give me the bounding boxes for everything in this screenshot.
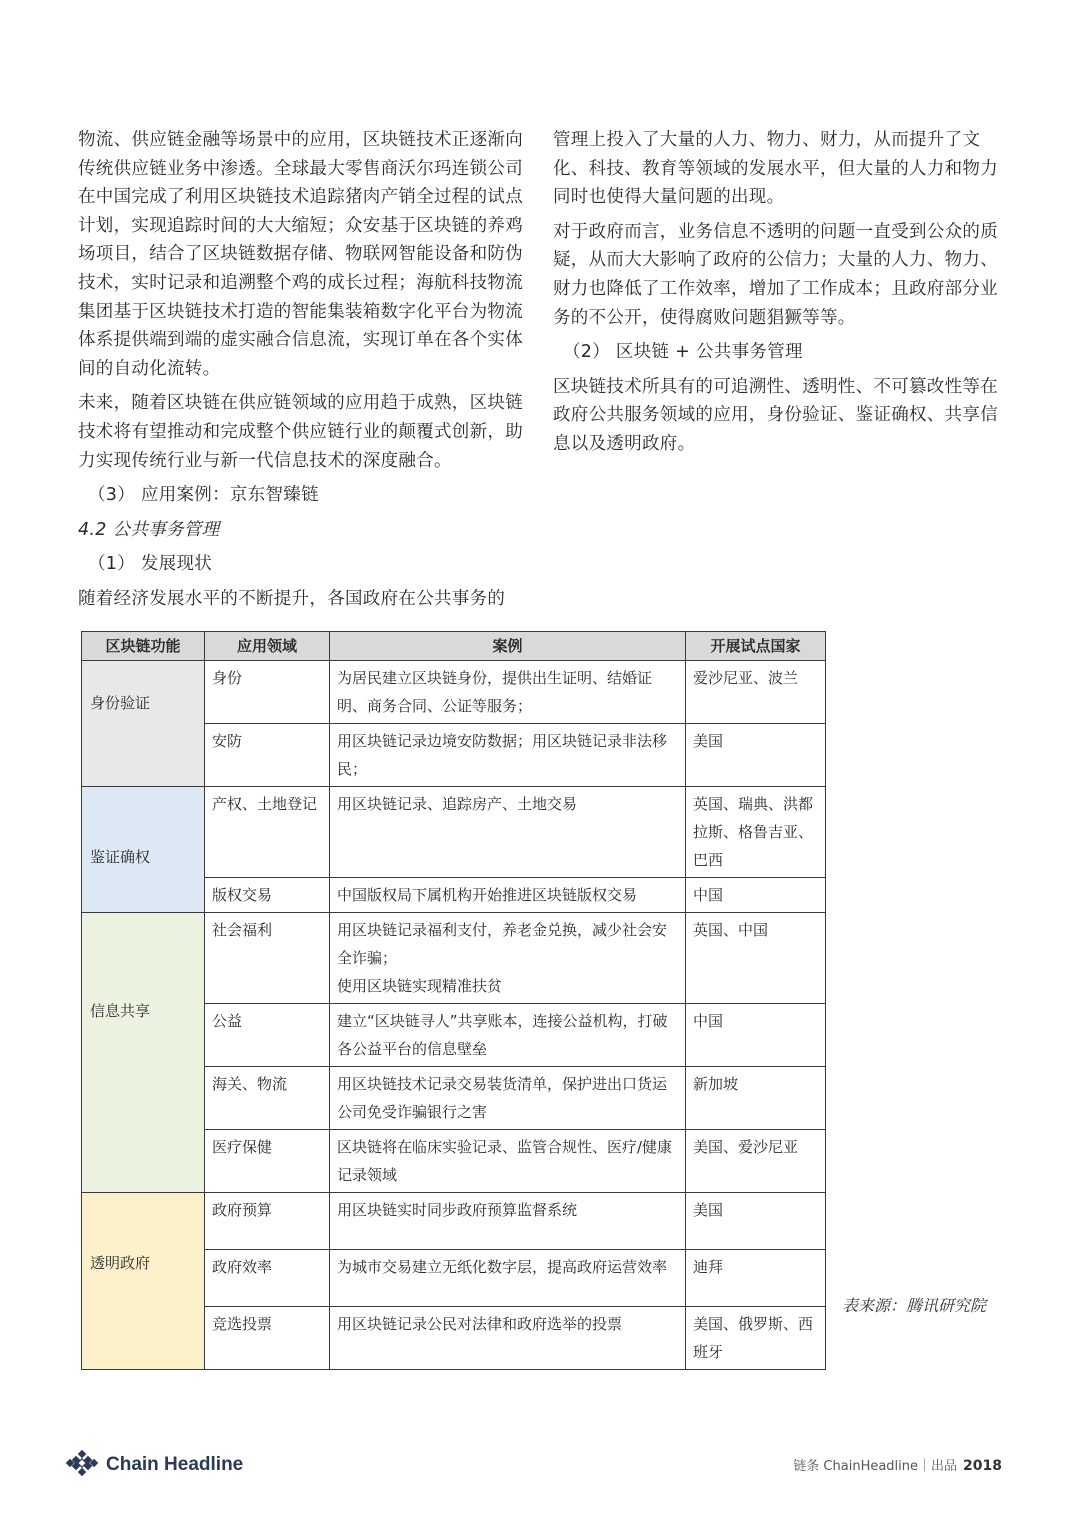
paragraph: 未来，随着区块链在供应链领域的应用趋于成熟，区块链技术将有望推动和完成整个供应链行业的颠覆式创新，助力实现传统行业与新一代信息技术的深度融合。 xyxy=(78,393,523,471)
paragraph: 区块链技术所具有的可追溯性、透明性、不可篡改性等在政府公共服务领域的应用，身份验证、鉴证确权、共享信息以及透明政府。 xyxy=(553,376,998,454)
field-cell: 政府效率 xyxy=(205,1250,330,1307)
case-line: 用区块链记录福利支付，养老金兑换，减少社会安全诈骗； xyxy=(337,921,668,967)
data-table xyxy=(81,631,826,1370)
case-cell xyxy=(330,913,686,1004)
footer-logo xyxy=(66,1450,243,1480)
countries-cell: 美国、俄罗斯、西班牙 xyxy=(686,1307,826,1370)
footer-credit xyxy=(793,1455,1002,1474)
countries-cell: 迪拜 xyxy=(686,1250,826,1307)
countries-cell: 美国、爱沙尼亚 xyxy=(686,1130,826,1193)
countries-cell: 美国 xyxy=(686,1193,826,1250)
column-header: 应用领域 xyxy=(205,632,330,661)
countries-cell: 新加坡 xyxy=(686,1067,826,1130)
function-cell: 信息共享 xyxy=(82,913,205,1193)
subheading: （3） 应用案例：京东智臻链 xyxy=(88,485,319,506)
field-cell: 社会福利 xyxy=(205,913,330,1004)
countries-cell: 中国 xyxy=(686,1004,826,1067)
field-cell: 安防 xyxy=(205,724,330,787)
chainheadline-logo-icon xyxy=(66,1450,100,1480)
table-row xyxy=(82,1193,826,1250)
brand-name: Chain Headline xyxy=(106,1454,244,1475)
right-column xyxy=(553,126,1005,465)
case-cell: 用区块链记录边境安防数据；用区块链记录非法移民； xyxy=(330,724,686,787)
case-cell: 用区块链记录公民对法律和政府选举的投票 xyxy=(330,1307,686,1370)
column-header: 案例 xyxy=(330,632,686,661)
countries-cell: 爱沙尼亚、波兰 xyxy=(686,661,826,724)
table-source-note: 表来源：腾讯研究院 xyxy=(842,1296,987,1315)
case-line: 使用区块链实现精准扶贫 xyxy=(337,977,503,995)
field-cell: 医疗保健 xyxy=(205,1130,330,1193)
field-cell: 公益 xyxy=(205,1004,330,1067)
field-cell: 政府预算 xyxy=(205,1193,330,1250)
column-header: 开展试点国家 xyxy=(686,632,826,661)
table-row xyxy=(82,661,826,724)
case-cell: 中国版权局下属机构开始推进区块链版权交易 xyxy=(330,878,686,913)
table-row xyxy=(82,913,826,1004)
field-cell: 海关、物流 xyxy=(205,1067,330,1130)
countries-cell: 中国 xyxy=(686,878,826,913)
countries-cell: 英国、瑞典、洪都拉斯、格鲁吉亚、巴西 xyxy=(686,787,826,878)
field-cell: 竞选投票 xyxy=(205,1307,330,1370)
table-row xyxy=(82,787,826,878)
countries-cell: 美国 xyxy=(686,724,826,787)
case-cell: 为城市交易建立无纸化数字层，提高政府运营效率 xyxy=(330,1250,686,1307)
paragraph: 管理上投入了大量的人力、物力、财力，从而提升了文化、科技、教育等领域的发展水平，但大量的人力和物力同时也使得大量问题的出现。 xyxy=(553,130,998,208)
field-cell: 版权交易 xyxy=(205,878,330,913)
blockchain-application-table xyxy=(81,631,826,1370)
column-header: 区块链功能 xyxy=(82,632,205,661)
function-cell: 鉴证确权 xyxy=(82,787,205,913)
subheading: （1） 发展现状 xyxy=(88,554,213,575)
footer-credit-text: 链条 ChainHeadline｜出品 xyxy=(793,1459,958,1474)
countries-cell: 英国、中国 xyxy=(686,913,826,1004)
case-cell: 用区块链技术记录交易装货清单，保护进出口货运公司免受诈骗银行之害 xyxy=(330,1067,686,1130)
field-cell: 产权、土地登记 xyxy=(205,787,330,878)
paragraph: 对于政府而言，业务信息不透明的问题一直受到公众的质疑，从而大大影响了政府的公信力；大量的人力、物力、财力也降低了工作效率，增加了工作成本；且政府部分业务的不公开，使得腐败问题猖獗等等。 xyxy=(553,221,998,328)
case-cell: 区块链将在临床实验记录、监管合规性、医疗/健康记录领域 xyxy=(330,1130,686,1193)
left-column xyxy=(78,126,530,620)
section-title: 4.2 公共事务管理 xyxy=(78,519,220,540)
field-cell: 身份 xyxy=(205,661,330,724)
table-header-row xyxy=(82,632,826,661)
case-cell: 建立“区块链寻人”共享账本，连接公益机构，打破各公益平台的信息壁垒 xyxy=(330,1004,686,1067)
paragraph: 随着经济发展水平的不断提升，各国政府在公共事务的 xyxy=(78,588,506,609)
case-cell: 用区块链记录、追踪房产、土地交易 xyxy=(330,787,686,878)
paragraph: 物流、供应链金融等场景中的应用，区块链技术正逐渐向传统供应链业务中渗透。全球最大零售商沃尔玛连锁公司在中国完成了利用区块链技术追踪猪肉产销全过程的试点计划，实现追踪时间的大大缩短；众安基于区块链的养鸡场项目，结合了区块链数据存储、物联网智能设备和防伪技术，实时记录和追溯整个鸡的成长过程；海航科技物流集团基于区块链技术打造的智能集装箱数字化平台为物流体系提供端到端的虚实融合信息流，实现订单在各个实体间的自动化流转。 xyxy=(78,130,523,379)
case-cell: 用区块链实时同步政府预算监督系统 xyxy=(330,1193,686,1250)
function-cell: 透明政府 xyxy=(82,1193,205,1370)
subheading: （2） 区块链 + 公共事务管理 xyxy=(563,342,803,363)
function-cell: 身份验证 xyxy=(82,661,205,787)
case-cell: 为居民建立区块链身份，提供出生证明、结婚证明、商务合同、公证等服务； xyxy=(330,661,686,724)
footer-year: 2018 xyxy=(963,1458,1002,1474)
